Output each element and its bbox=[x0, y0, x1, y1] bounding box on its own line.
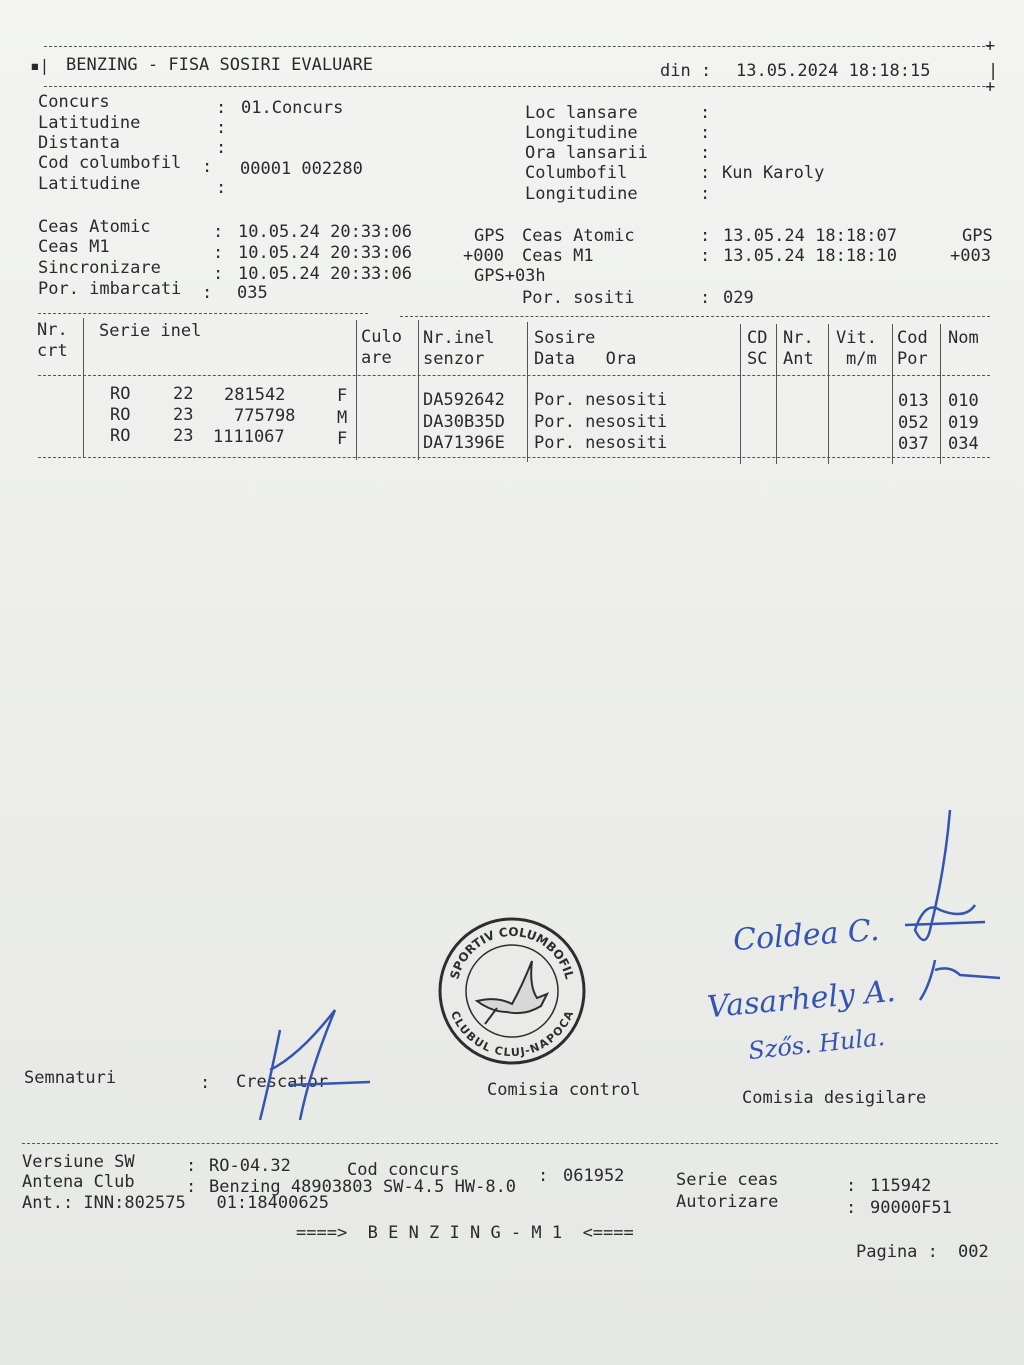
cell-status: Por. nesositi bbox=[534, 433, 668, 453]
cell-sex: F bbox=[337, 386, 348, 406]
clock-label: Por. sositi bbox=[522, 288, 635, 308]
header-divider bbox=[44, 86, 990, 87]
info-label: Distanta bbox=[38, 133, 120, 153]
cell-year: 23 bbox=[173, 426, 194, 446]
cell-status: Por. nesositi bbox=[534, 412, 668, 432]
serie-ceas-value: 115942 bbox=[870, 1176, 932, 1196]
info-label: Cod columbofil bbox=[38, 153, 182, 173]
header-data-ora: Data Ora bbox=[534, 349, 637, 369]
clock-colon: : bbox=[700, 226, 711, 246]
clock-value: 035 bbox=[237, 283, 268, 303]
clock-colon: : bbox=[213, 222, 224, 242]
info-value: 00001 002280 bbox=[240, 159, 363, 179]
versiune-label: Versiune SW bbox=[22, 1152, 135, 1172]
cell-cod: 052 bbox=[898, 413, 929, 433]
clock-label: Ceas Atomic bbox=[38, 217, 151, 237]
clock-value: 13.05.24 18:18:07 bbox=[723, 226, 897, 246]
clock-label: Sincronizare bbox=[38, 258, 161, 278]
cell-nom: 019 bbox=[948, 413, 979, 433]
cell-year: 22 bbox=[173, 384, 194, 404]
info-colon: : bbox=[216, 118, 227, 138]
col-divider bbox=[527, 322, 528, 462]
header-serie-inel: Serie inel bbox=[99, 321, 202, 341]
cell-country: RO bbox=[110, 384, 131, 404]
clock-colon: : bbox=[213, 243, 224, 263]
cell-cod: 013 bbox=[898, 391, 929, 411]
border-corner: + bbox=[985, 77, 996, 97]
header-senzor: senzor bbox=[423, 349, 485, 369]
info-colon: : bbox=[700, 163, 711, 183]
clock-suffix: +000 bbox=[463, 246, 504, 266]
clock-colon: : bbox=[700, 288, 711, 308]
cod-concurs-label: Cod concurs bbox=[347, 1160, 460, 1180]
header-nr-ant: Nr. bbox=[783, 328, 814, 348]
cell-ring: 775798 bbox=[234, 406, 296, 426]
clock-suffix: +003 bbox=[950, 246, 991, 266]
clock-label: Ceas Atomic bbox=[522, 226, 635, 246]
signature-coldea: Coldea C. bbox=[731, 912, 881, 959]
cell-chip: DA592642 bbox=[423, 390, 505, 410]
col-divider bbox=[940, 324, 941, 464]
antena-label: Antena Club bbox=[22, 1172, 135, 1192]
clock-suffix: GPS bbox=[474, 226, 505, 246]
stamp-bottom-text: CLUBUL CLUJ-NAPOCA bbox=[447, 1009, 577, 1060]
table-border bbox=[38, 457, 990, 458]
page-title: BENZING - FISA SOSIRI EVALUARE bbox=[66, 55, 374, 75]
footer-colon: : bbox=[186, 1177, 197, 1197]
info-value: 01.Concurs bbox=[241, 98, 344, 118]
autorizare-label: Autorizare bbox=[676, 1192, 779, 1212]
info-label: Columbofil bbox=[525, 163, 628, 183]
signature-hula: Szős. Hula. bbox=[746, 1022, 887, 1066]
cell-chip: DA71396E bbox=[423, 433, 505, 453]
clock-colon: : bbox=[213, 264, 224, 284]
cell-sex: M bbox=[337, 408, 348, 428]
svg-text:CLUBUL CLUJ-NAPOCA bbox=[448, 1009, 576, 1060]
header-culoare-1: Culo bbox=[361, 327, 402, 347]
cell-status: Por. nesositi bbox=[534, 390, 668, 410]
signatures-colon: : bbox=[200, 1073, 211, 1093]
col-divider bbox=[356, 320, 357, 460]
date-label: din : bbox=[660, 61, 712, 81]
clock-value: 10.05.24 20:33:06 bbox=[238, 243, 412, 263]
signature-vasarhely: Vasarhely A. bbox=[705, 973, 897, 1026]
clock-label: Ceas M1 bbox=[522, 246, 594, 266]
clock-colon: : bbox=[700, 246, 711, 266]
cell-year: 23 bbox=[173, 405, 194, 425]
header-nr: Nr. bbox=[37, 320, 68, 340]
cell-nom: 034 bbox=[948, 434, 979, 454]
col-divider bbox=[740, 324, 741, 464]
clock-value: 13.05.24 18:18:10 bbox=[723, 246, 897, 266]
clock-label: Ceas M1 bbox=[38, 237, 110, 257]
col-divider bbox=[776, 324, 777, 464]
stamp-top-text: SPORTIV COLUMBOFIL bbox=[447, 924, 577, 981]
col-divider bbox=[83, 318, 84, 458]
clock-colon: : bbox=[202, 283, 213, 303]
clock-suffix: GPS bbox=[962, 226, 993, 246]
comisia-desigilare-label: Comisia desigilare bbox=[742, 1088, 927, 1108]
brand-line: ====> B E N Z I N G - M 1 <==== bbox=[296, 1223, 634, 1243]
serie-ceas-label: Serie ceas bbox=[676, 1170, 779, 1190]
cell-ring: 1111067 bbox=[213, 427, 285, 447]
crescator-label: Crescator bbox=[236, 1072, 329, 1092]
clock-value: 029 bbox=[723, 288, 754, 308]
clock-suffix: GPS+03h bbox=[474, 266, 546, 286]
col-divider bbox=[892, 324, 893, 464]
header-nom: Nom bbox=[948, 328, 979, 348]
info-label: Longitudine bbox=[525, 184, 638, 204]
ant-line: Ant.: INN:802575 01:18400625 bbox=[22, 1193, 330, 1213]
cell-nom: 010 bbox=[948, 391, 979, 411]
border-pipe: | bbox=[988, 61, 999, 81]
cell-country: RO bbox=[110, 405, 131, 425]
header-mm: m/m bbox=[846, 349, 877, 369]
info-colon: : bbox=[700, 103, 711, 123]
cell-cod: 037 bbox=[898, 434, 929, 454]
footer-divider bbox=[22, 1143, 998, 1144]
header-culoare-2: are bbox=[361, 348, 392, 368]
autorizare-value: 90000F51 bbox=[870, 1198, 952, 1218]
page-label: Pagina : bbox=[856, 1242, 938, 1262]
header-sosire: Sosire bbox=[534, 328, 596, 348]
info-colon: : bbox=[202, 157, 213, 177]
info-label: Longitudine bbox=[525, 123, 638, 143]
info-colon: : bbox=[700, 184, 711, 204]
footer-colon: : bbox=[846, 1198, 857, 1218]
antena-value: Benzing 48903803 SW-4.5 HW-8.0 bbox=[209, 1177, 517, 1197]
club-stamp bbox=[437, 916, 587, 1066]
date-value: 13.05.2024 18:18:15 bbox=[736, 61, 931, 81]
cell-ring: 281542 bbox=[224, 385, 286, 405]
header-vit: Vit. bbox=[836, 328, 877, 348]
info-label: Concurs bbox=[38, 92, 110, 112]
info-colon: : bbox=[700, 143, 711, 163]
dove-icon bbox=[477, 961, 547, 1024]
info-label: Latitudine bbox=[38, 113, 141, 133]
table-border bbox=[38, 375, 990, 376]
footer-colon: : bbox=[846, 1176, 857, 1196]
header-crt: crt bbox=[37, 341, 68, 361]
col-divider bbox=[418, 320, 419, 460]
info-value: Kun Karoly bbox=[722, 163, 825, 183]
info-colon: : bbox=[216, 178, 227, 198]
cell-chip: DA30B35D bbox=[423, 412, 505, 432]
info-colon: : bbox=[216, 98, 227, 118]
cell-sex: F bbox=[337, 429, 348, 449]
clock-value: 10.05.24 20:33:06 bbox=[238, 222, 412, 242]
cell-country: RO bbox=[110, 426, 131, 446]
header-ant: Ant bbox=[783, 349, 814, 369]
info-label: Latitudine bbox=[38, 174, 141, 194]
print-mark-icon: ▪| bbox=[30, 56, 50, 75]
header-nr-inel: Nr.inel bbox=[423, 328, 495, 348]
header-por: Por bbox=[897, 349, 928, 369]
comisia-control-label: Comisia control bbox=[487, 1080, 641, 1100]
top-border bbox=[44, 46, 990, 47]
border-corner: + bbox=[985, 36, 996, 56]
table-border bbox=[400, 316, 990, 317]
footer-colon: : bbox=[538, 1166, 549, 1186]
info-colon: : bbox=[216, 138, 227, 158]
clock-value: 10.05.24 20:33:06 bbox=[238, 264, 412, 284]
col-divider bbox=[828, 324, 829, 464]
versiune-value: RO-04.32 bbox=[209, 1156, 291, 1176]
header-cd: CD bbox=[747, 328, 768, 348]
info-label: Ora lansarii bbox=[525, 143, 648, 163]
info-colon: : bbox=[700, 123, 711, 143]
header-sc: SC bbox=[747, 349, 768, 369]
clock-label: Por. imbarcati bbox=[38, 279, 182, 299]
header-cod: Cod bbox=[897, 328, 928, 348]
signatures-label: Semnaturi bbox=[24, 1068, 117, 1088]
cod-concurs-value: 061952 bbox=[563, 1166, 625, 1186]
footer-colon: : bbox=[186, 1156, 197, 1176]
page-number: 002 bbox=[958, 1242, 989, 1262]
signature-scribble-crescator bbox=[240, 1000, 390, 1130]
signature-scribble-comisia bbox=[895, 810, 1005, 1020]
table-border bbox=[38, 313, 368, 314]
info-label: Loc lansare bbox=[525, 103, 638, 123]
